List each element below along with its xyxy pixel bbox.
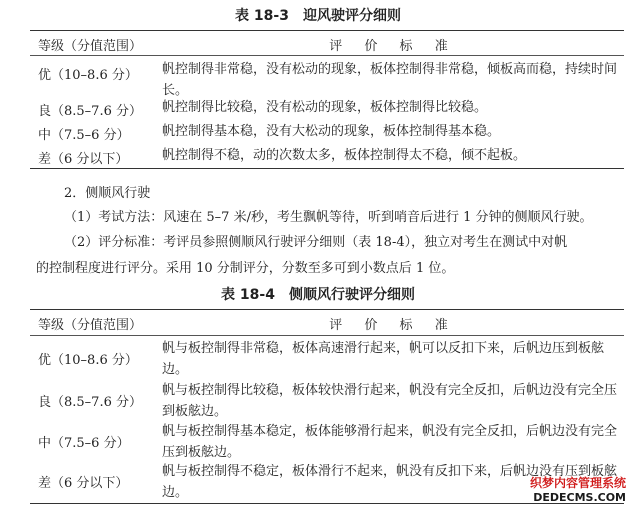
table2-row-criteria: 帆与板控制得基本稳定，板体能够滑行起来，帆没有完全反扣，后帆边没有完全压到板舷边。 — [162, 424, 618, 460]
watermark — [530, 474, 626, 504]
table1-title: 表 18-3 迎风驶评分细则 — [235, 8, 401, 24]
table1-row-grade: 差（6 分以下） — [38, 152, 129, 167]
table2-header-rule — [30, 335, 624, 336]
watermark-line2: DEDECMS.COM — [533, 491, 626, 504]
table2-header-criteria: 评 价 标 准 — [329, 318, 457, 333]
table1-header-criteria: 评 价 标 准 — [329, 39, 457, 54]
table2-top-rule — [30, 309, 624, 310]
table1-row-criteria: 帆控制得不稳，动的次数太多，板体控制得太不稳，倾不起板。 — [162, 148, 527, 163]
table1-header-grade: 等级（分值范围） — [38, 39, 143, 54]
table2-row-grade: 差（6 分以下） — [38, 476, 129, 491]
table1-header-rule — [30, 55, 624, 56]
table1-row-grade: 良（8.5–7.6 分） — [38, 104, 142, 119]
table2-title: 表 18-4 侧顺风行驶评分细则 — [221, 287, 415, 303]
table1-bottom-rule — [30, 168, 624, 169]
table2-row-criteria: 帆与板控制得非常稳，板体高速滑行起来，帆可以反扣下来，后帆边压到板舷边。 — [162, 341, 605, 377]
watermark-line1: 织梦内容管理系统 — [529, 476, 626, 490]
table1-row-criteria: 帆控制得比较稳，没有松动的现象，板体控制得比较稳。 — [162, 100, 488, 115]
table2-header-grade: 等级（分值范围） — [38, 318, 143, 333]
table1-row-grade: 中（7.5–6 分） — [38, 128, 130, 143]
table2-row-criteria: 帆与板控制得比较稳，板体较快滑行起来，帆没有完全反扣，后帆边没有完全压到板舷边。 — [162, 383, 618, 419]
table2-row-grade: 优（10–8.6 分） — [38, 353, 138, 368]
table1-row-criteria: 帆控制得基本稳，没有大松动的现象，板体控制得基本稳。 — [162, 124, 501, 139]
table2-row-grade: 中（7.5–6 分） — [38, 436, 130, 451]
exam-method-paragraph: （1）考试方法：风速在 5–7 米/秒，考生飘帆等待，听到哨音后进行 1 分钟的侧顺风行驶。 — [64, 210, 593, 225]
table2-row-criteria: 帆与板控制得不稳定，板体滑行不起来，帆没有反扣下来，后帆边没有压到板舷边。 — [162, 464, 618, 500]
table1-row-criteria: 帆控制得非常稳，没有松动的现象，板体控制得非常稳，倾板高而稳，持续时间长。 — [162, 62, 618, 98]
table1-top-rule — [30, 30, 624, 31]
table2-row-grade: 良（8.5–7.6 分） — [38, 395, 142, 410]
scoring-standard-paragraph: （2）评分标准：考评员参照侧顺风行驶评分细则（表 18-4），独立对考生在测试中对帆 — [64, 235, 568, 250]
scoring-standard-paragraph-continued: 的控制程度进行评分。采用 10 分制评分，分数至多可到小数点后 1 位。 — [36, 261, 455, 276]
table1-row-grade: 优（10–8.6 分） — [38, 68, 138, 83]
section-heading: 2．侧顺风行驶 — [64, 186, 151, 201]
